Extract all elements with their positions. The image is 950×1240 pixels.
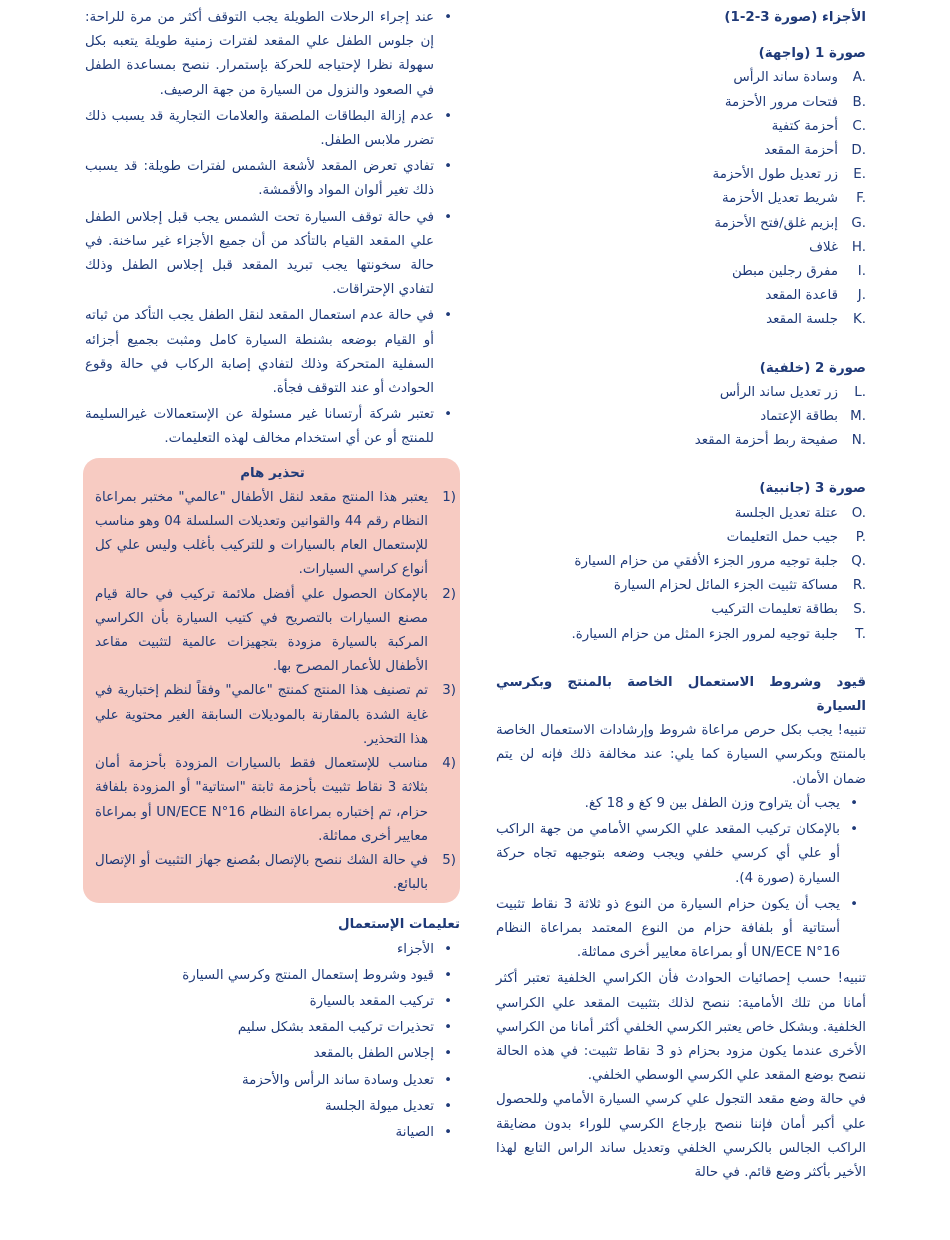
usage-item: • تركيب المقعد بالسيارة (85, 990, 434, 1014)
part-label: أحزمة المقعد (764, 143, 838, 159)
usage-contents-list (85, 938, 460, 1146)
safety-item: • عدم إزالة البطاقات الملصقة والعلامات التجارية قد يسبب ذلك تضرر ملابس الطفل. (85, 105, 434, 153)
part-letter: C . (838, 115, 866, 139)
condition-item: • يجب أن يتراوح وزن الطفل بين 9 كغ و 18 كغ. (496, 792, 840, 816)
part-item (496, 260, 866, 284)
fig3-title: صورة 3 (جانبية) (759, 481, 866, 497)
fig2-parts-list (496, 381, 866, 454)
part-label: جلبة توجيه لمرور الجزء المثل من حزام السيارة. (571, 626, 838, 642)
front-seat-note: في حالة وضع مقعد التجول علي كرسي السيارة الأمامي وللحصول علي أكبر أمان فإننا ننصح بإرجاع الكرسي للوراء بدون مضايقة الراكب الجالس بالكرسي الخلفي وتعديل ساند الراس التابع لهذا الأخير بأكثر وضع قائم. في حالة (496, 1092, 866, 1180)
conditions-intro: تنبيه! يجب بكل حرص مراعاة شروط وإرشادات الاستعمال الخاصة بالمنتج وبكرسي السيارة كما يلي: عند مخالفة ذلك فإنه لن يتم ضمان الأمان. (496, 723, 866, 787)
usage-item: • تعديل ميولة الجلسة (85, 1095, 434, 1119)
safety-bullets-list (85, 6, 460, 452)
part-letter: J . (838, 284, 866, 308)
part-letter: G . (838, 212, 866, 236)
part-letter: T . (838, 623, 866, 647)
warning-item (95, 752, 450, 849)
part-letter: H . (838, 236, 866, 260)
part-item (496, 405, 866, 429)
part-label: مساكة تثبيت الجزء المائل لحزام السيارة (613, 578, 838, 594)
part-item (496, 574, 866, 598)
warning-text: بالإمكان الحصول علي أفضل ملائمة تركيب في حالة قيام مصنع السيارات بالتصريح في كتيب السيارة بأن الكراسي المركبة بالسيارة مزودة بتجهيزات عالمية لتثبيت مقاعد الأطفال للأعمار المصرح بها. (95, 586, 428, 675)
warning-number: 1 ) (442, 486, 456, 510)
part-item (496, 381, 866, 405)
part-item (496, 115, 866, 139)
left-column (85, 6, 460, 1147)
part-label: أحزمة كتفية (771, 118, 838, 134)
warning-text: يعتبر هذا المنتج مقعد لنقل الأطفال "عالمي" مختبر بمراعاة النظام رقم 44 والقوانين وتعديلات السلسلة 04 وهو مناسب للإستعمال العام بالسيارات و للتركيب بأغلب وليس علي كل أنواع كراسي السيارات. (95, 489, 428, 578)
part-letter: Q . (838, 550, 866, 574)
part-letter: M . (838, 405, 866, 429)
part-item (496, 502, 866, 526)
part-letter: S . (838, 598, 866, 622)
part-label: جيب حمل التعليمات (726, 529, 838, 545)
warning-number: 5 ) (442, 849, 456, 873)
fig3-parts-list (496, 502, 866, 647)
usage-item: • قيود وشروط إستعمال المنتج وكرسي السيارة (85, 964, 434, 988)
condition-item: • بالإمكان تركيب المقعد علي الكرسي الأمامي من جهة الراكب أو علي أي كرسي خلفي ويجب وضعه بتوجيهه تجاه حركة السيارة (صورة 4). (496, 818, 840, 891)
part-label: بطاقة الإعتماد (760, 409, 838, 425)
part-item (496, 187, 866, 211)
conditions-list (496, 792, 866, 965)
part-item (496, 550, 866, 574)
usage-item: • الأجزاء (85, 938, 434, 962)
part-letter: D . (838, 139, 866, 163)
fig2-title: صورة 2 (خلفية) (759, 360, 866, 376)
part-letter: K . (838, 308, 866, 332)
part-label: إبزيم غلق/فتح الأحزمة (714, 215, 838, 231)
part-letter: P . (838, 526, 866, 550)
warning-number: 2 ) (442, 583, 456, 607)
safety-item: • عند إجراء الرحلات الطويلة يجب التوقف أكثر من مرة للراحة: إن جلوس الطفل علي المقعد لفترات زمنية طويلة يتعبه بكل سهولة نظرا لإحتياجه للحركة بإستمرار. ننصح بمساعدة الطفل في الصعود والنزول من السيارة من جهة الرصيف. (85, 6, 434, 103)
part-label: غلاف (809, 239, 838, 255)
warning-item (95, 486, 450, 583)
warning-text: في حالة الشك ننصح بالإتصال بمُصنع جهاز التثبيت أو الإتصال بالبائع. (95, 852, 428, 893)
warning-item (95, 679, 450, 752)
safety-item: • في حالة توقف السيارة تحت الشمس يجب قبل إجلاس الطفل علي المقعد القيام بالتأكد من أن جميع الأجزاء غير ساخنة. في حالة سخونتها يجب تبريد المقعد قبل إجلاس الطفل وذلك لتفادي الإحتراقات. (85, 206, 434, 303)
part-label: جلسة المقعد (766, 312, 838, 328)
part-item (496, 212, 866, 236)
safety-item: • في حالة عدم استعمال المقعد لنقل الطفل يجب التأكد من ثباته أو القيام بوضعه بشنطة السيارة كامل ومثبت بجميع أجزائه السفلية المتحركة وذلك لتفادي إصابة الركاب في حالة وقوع الحوادث أو عند التوقف فجأة. (85, 304, 434, 401)
part-item (496, 139, 866, 163)
part-item (496, 66, 866, 90)
part-letter: R . (838, 574, 866, 598)
warning-text: تم تصنيف هذا المنتج كمنتج "عالمي" وفقاً لنظم إختبارية في غاية الشدة بالمقارنة بالموديلات السابقة الغير محتوية علي هذا التحذير. (95, 683, 428, 747)
part-label: بطاقة تعليمات التركيب (711, 602, 838, 618)
stats-note: تنبيه! حسب إحصائيات الحوادث فأن الكراسي الخلفية تعتبر أكثر أمانا من تلك الأمامية: ننصح لذلك بتثبيت المقعد علي الكراسي الخلفية. وبشكل خاص يعتبر الكرسي الخلفي أكثر أمانا من الكراسي الأخرى عندما يكون مزود بحزام ذو 3 نقاط تثبيت: في هذه الحالة ننصح بوضع المقعد علي الكرسي الوسطي الخلفي. (496, 971, 866, 1084)
part-item (496, 623, 866, 647)
part-item (496, 308, 866, 332)
part-letter: E . (838, 163, 866, 187)
warning-box (83, 458, 460, 904)
usage-title: تعليمات الإستعمال (337, 917, 460, 933)
part-item (496, 429, 866, 453)
warning-item (95, 583, 450, 680)
fig1-title: صورة 1 (واجهة) (758, 46, 866, 62)
part-label: شريط تعديل الأحزمة (721, 191, 838, 207)
warning-number: 4 ) (442, 752, 456, 776)
part-letter: O . (838, 502, 866, 526)
part-item (496, 163, 866, 187)
part-item (496, 598, 866, 622)
part-label: قاعدة المقعد (765, 288, 838, 304)
safety-item: • تعتبر شركة أرتسانا غير مسئولة عن الإستعمالات غيرالسليمة للمنتج أو عن أي استخدام مخالف لهذه التعليمات. (85, 403, 434, 451)
part-letter: B . (838, 91, 866, 115)
part-item (496, 284, 866, 308)
warning-title: تحذير هام (240, 465, 305, 481)
part-item (496, 236, 866, 260)
usage-item: • الصيانة (85, 1121, 434, 1145)
part-letter: A . (838, 66, 866, 90)
part-item (496, 526, 866, 550)
part-label: فتحات مرور الأحزمة (724, 94, 838, 110)
right-column (496, 6, 866, 1185)
part-item (496, 91, 866, 115)
usage-item: • تحذيرات تركيب المقعد بشكل سليم (85, 1016, 434, 1040)
part-letter: F . (838, 187, 866, 211)
warning-item (95, 849, 450, 897)
part-letter: N . (838, 429, 866, 453)
part-letter: I . (838, 260, 866, 284)
safety-item: • تفادي تعرض المقعد لأشعة الشمس لفترات طويلة: قد يسبب ذلك تغير ألوان المواد والأقمشة. (85, 155, 434, 203)
part-letter: L . (838, 381, 866, 405)
part-label: وسادة ساند الرأس (733, 70, 838, 86)
part-label: زر تعديل ساند الرأس (719, 384, 838, 400)
part-label: زر تعديل طول الأحزمة (712, 167, 838, 183)
usage-item: • إجلاس الطفل بالمقعد (85, 1042, 434, 1066)
part-label: جلبة توجيه مرور الجزء الأفقي من حزام السيارة (574, 554, 838, 570)
parts-title: الأجزاء (صورة 3-2-1) (724, 10, 866, 25)
warning-text: مناسب للإستعمال فقط بالسيارات المزودة بأحزمة أمان بثلاثة 3 نقاط تثبيت بأحزمة ثابتة "استاتية" أو المزودة بلفافة حزام، تم إختباره بمراعاة النظام UN/ECE N°16 أو بمراعاة معايير أخرى مماثلة. (95, 756, 428, 844)
usage-item: • تعديل وسادة ساند الرأس والأحزمة (85, 1069, 434, 1093)
conditions-title: قيود وشروط الاستعمال الخاصة بالمنتج وبكرسي السيارة (496, 674, 866, 715)
part-label: عتلة تعديل الجلسة (734, 505, 838, 521)
warning-number: 3 ) (442, 679, 456, 703)
part-label: مفرق رجلين مبطن (731, 264, 838, 280)
fig1-parts-list (496, 66, 866, 332)
part-label: صفيحة ربط أحزمة المقعد (694, 433, 838, 449)
warning-list (95, 486, 450, 897)
condition-item: • يجب أن يكون حزام السيارة من النوع ذو ثلاثة 3 نقاط تثبيت أستاتية أو بلفافة حزام من النوع المعتمد بمراعاة النظام UN/ECE N°16 أو بمراعاة معايير أخرى مماثلة. (496, 893, 840, 966)
